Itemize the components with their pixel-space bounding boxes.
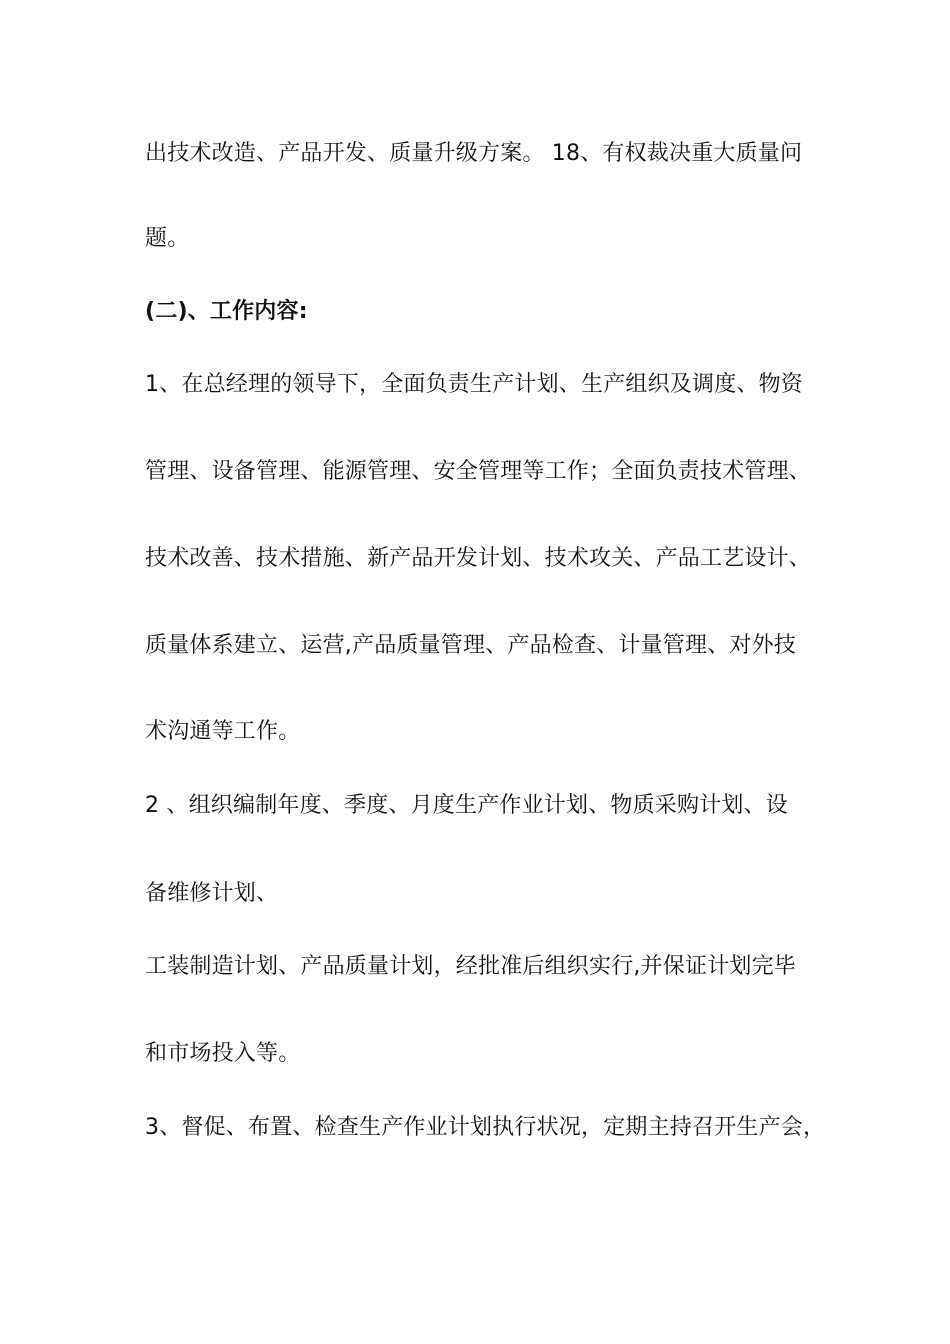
text-line: 工装制造计划、产品质量计划，经批准后组织实行,并保证计划完毕 (145, 954, 796, 979)
text-line: 出技术改造、产品开发、质量升级方案。 18、有权裁决重大质量问 (145, 141, 803, 166)
text-line: 和市场投入等。 (145, 1041, 301, 1066)
text-line: 备维修计划、 (145, 881, 279, 906)
text-line: 题。 (145, 226, 190, 251)
text-line: 1、在总经理的领导下，全面负责生产计划、生产组织及调度、物资 (145, 372, 803, 397)
text-line: 术沟通等工作。 (145, 719, 301, 744)
section-heading: (二)、工作内容: (145, 299, 308, 324)
text-line: 3、督促、布置、检查生产作业计划执行状况，定期主持召开生产会， (145, 1115, 826, 1140)
text-line: 技术改善、技术措施、新产品开发计划、技术攻关、产品工艺设计、 (145, 546, 812, 571)
text-line: 2 、组织编制年度、季度、月度生产作业计划、物质采购计划、设 (145, 793, 788, 818)
text-line: 管理、设备管理、能源管理、安全管理等工作；全面负责技术管理、 (145, 459, 812, 484)
text-line: 质量体系建立、运营,产品质量管理、产品检查、计量管理、对外技 (145, 633, 796, 658)
